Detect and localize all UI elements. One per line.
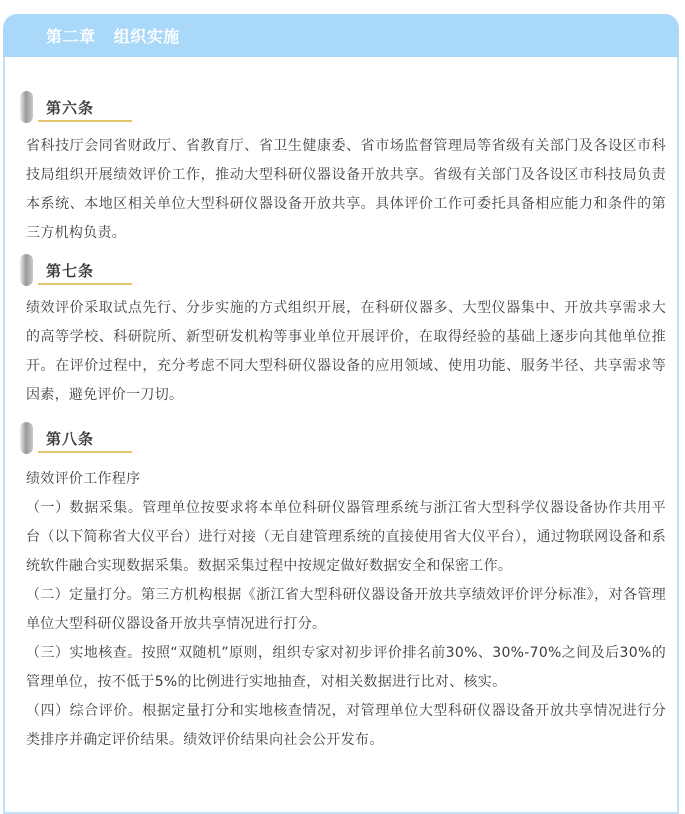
heading-underline [38,120,132,122]
paragraph: 绩效评价工作程序 [26,471,141,487]
article-heading-label: 第六条 [46,99,95,117]
heading-marker-icon [20,422,33,454]
heading-marker-icon [20,254,33,286]
paragraph: （一）数据采集。管理单位按要求将本单位科研仪器管理系统与浙江省大型科学仪器设备协作共用平台（以下简称省大仪平台）进行对接（无自建管理系统的直接使用省大仪平台），通过物联网设备和系统软件融合实现数据采集。数据采集过程中按规定做好数据安全和保密工作。 [26,500,666,574]
article-body-6 [26,132,666,248]
paragraph: 绩效评价采取试点先行、分步实施的方式组织开展，在科研仪器多、大型仪器集中、开放共享需求大的高等学校、科研院所、新型研发机构等事业单位开展评价，在取得经验的基础上逐步向其他单位推开。在评价过程中，充分考虑不同大型科研仪器设备的应用领域、使用功能、服务半径、共享需求等因素，避免评价一刀切。 [26,300,666,403]
paragraph: （二）定量打分。第三方机构根据《浙江省大型科研仪器设备开放共享绩效评价评分标准》，对各管理单位大型科研仪器设备开放共享情况进行打分。 [26,587,666,632]
article-heading-6 [20,91,120,125]
article-body-7 [26,294,666,410]
heading-underline [38,451,132,453]
paragraph: （四）综合评价。根据定量打分和实地核查情况，对管理单位大型科研仪器设备开放共享情况进行分类排序并确定评价结果。绩效评价结果向社会公开发布。 [26,703,666,748]
article-heading-8 [20,422,120,456]
paragraph: （三）实地核查。按照“双随机”原则，组织专家对初步评价排名前30%、30%-70%之间及后30%的管理单位，按不低于5%的比例进行实地抽查，对相关数据进行比对、核实。 [26,645,666,690]
article-heading-label: 第七条 [46,262,95,280]
article-heading-7 [20,254,120,288]
heading-marker-icon [20,91,33,123]
article-heading-label: 第八条 [46,430,95,448]
paragraph: 省科技厅会同省财政厅、省教育厅、省卫生健康委、省市场监督管理局等省级有关部门及各设区市科技局组织开展绩效评价工作，推动大型科研仪器设备开放共享。省级有关部门及各设区市科技局负责本系统、本地区相关单位大型科研仪器设备开放共享。具体评价工作可委托具备相应能力和条件的第三方机构负责。 [26,138,666,241]
chapter-title: 第二章 组织实施 [46,27,180,46]
article-body-8 [26,465,666,755]
heading-underline [38,283,132,285]
